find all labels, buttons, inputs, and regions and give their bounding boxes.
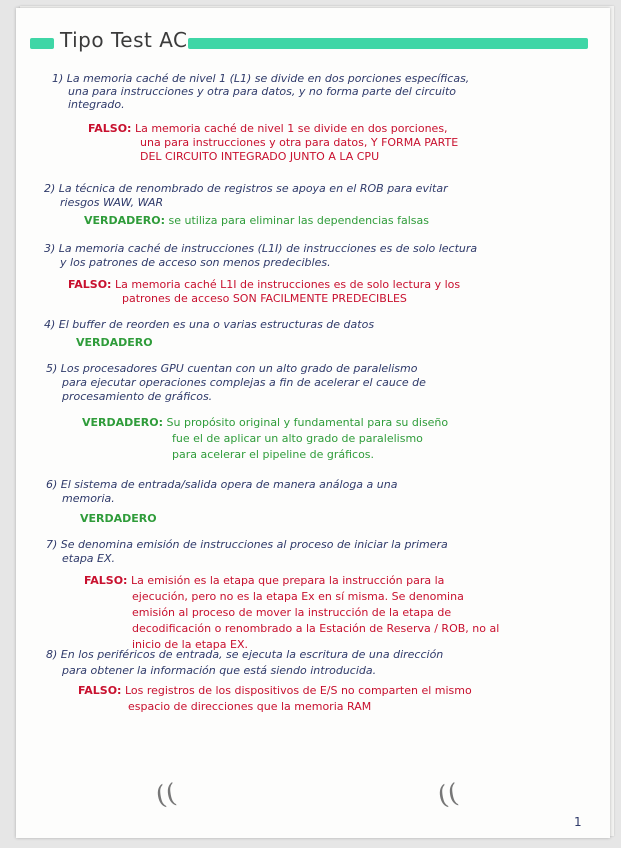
question-1-line-2: una para instrucciones y otra para datos, y no forma parte del circuito (68, 85, 457, 98)
answer-1-line-3: DEL CIRCUITO INTEGRADO JUNTO A LA CPU (140, 150, 380, 163)
answer-4-verdict: VERDADERO (76, 336, 153, 349)
question-2-line-1: 2) La técnica de renombrado de registros se apoya en el ROB para evitar (44, 182, 448, 195)
answer-8-line-2: espacio de direcciones que la memoria RAM (128, 700, 372, 713)
page-title: Tipo Test AC (60, 28, 188, 52)
question-2-line-2: riesgos WAW, WAR (60, 196, 164, 209)
answer-1-line-2: una para instrucciones y otra para datos, Y FORMA PARTE (140, 136, 459, 149)
answer-7-line-1 (84, 574, 444, 587)
answer-8-verdict: FALSO: (78, 684, 122, 697)
question-8-line-1: 8) En los periféricos de entrada, se ejecuta la escritura de una dirección (46, 648, 444, 661)
highlight-mark-left (30, 38, 54, 49)
answer-3-line-2: patrones de acceso SON FACILMENTE PREDECIBLES (122, 292, 407, 305)
answer-5-line-2: fue el de aplicar un alto grado de paralelismo (172, 432, 423, 445)
question-7-line-1: 7) Se denomina emisión de instrucciones al proceso de iniciar la primera (46, 538, 448, 551)
answer-6-verdict: VERDADERO (80, 512, 157, 525)
answer-4-line-1 (76, 336, 153, 349)
question-5-line-1: 5) Los procesadores GPU cuentan con un alto grado de paralelismo (46, 362, 418, 375)
answer-2-text-1: se utiliza para eliminar las dependencias falsas (168, 214, 430, 227)
answer-6-line-1 (80, 512, 157, 525)
answer-5-text-1: Su propósito original y fundamental para su diseño (166, 416, 449, 429)
question-3-line-2: y los patrones de acceso son menos predecibles. (60, 256, 331, 269)
answer-5-line-1 (82, 416, 448, 429)
answer-7-verdict: FALSO: (84, 574, 128, 587)
binder-hole-mark-left: (( (153, 778, 179, 812)
answer-2-verdict: VERDADERO: (84, 214, 166, 227)
question-6-line-1: 6) El sistema de entrada/salida opera de manera análoga a una (46, 478, 398, 491)
header-band (30, 28, 590, 54)
question-6-line-2: memoria. (62, 492, 115, 505)
answer-8-text-1: Los registros de los dispositivos de E/S no comparten el mismo (124, 684, 472, 697)
answer-8-line-1 (78, 684, 472, 697)
question-8-line-2: para obtener la información que está siendo introducida. (62, 664, 377, 677)
question-1-line-1: 1) La memoria caché de nivel 1 (L1) se divide en dos porciones específicas, (52, 72, 470, 85)
answer-7-line-2: ejecución, pero no es la etapa Ex en sí misma. Se denomina (132, 590, 464, 603)
answer-2-line-1 (84, 214, 429, 227)
highlight-mark-right (188, 38, 588, 49)
question-7-line-2: etapa EX. (62, 552, 116, 565)
page-number: 1 (574, 815, 582, 829)
answer-3-verdict: FALSO: (68, 278, 112, 291)
answer-1-verdict: FALSO: (88, 122, 132, 135)
answer-5-line-3: para acelerar el pipeline de gráficos. (172, 448, 375, 461)
answer-3-line-1 (68, 278, 460, 291)
question-5-line-2: para ejecutar operaciones complejas a fin de acelerar el cauce de (62, 376, 426, 389)
question-1-line-3: integrado. (68, 98, 125, 111)
answer-1-line-1 (88, 122, 448, 135)
binder-hole-mark-right: (( (435, 778, 461, 812)
answer-7-text-1: La emisión es la etapa que prepara la instrucción para la (130, 574, 445, 587)
question-5-line-3: procesamiento de gráficos. (62, 390, 213, 403)
answer-3-text-1: La memoria caché L1I de instrucciones es de solo lectura y los (114, 278, 461, 291)
answer-7-line-3: emisión al proceso de mover la instrucción de la etapa de (132, 606, 452, 619)
answer-5-verdict: VERDADERO: (82, 416, 164, 429)
question-4-line-1: 4) El buffer de reorden es una o varias estructuras de datos (44, 318, 375, 331)
answer-1-text-1: La memoria caché de nivel 1 se divide en dos porciones, (134, 122, 448, 135)
answer-7-line-5: inicio de la etapa EX. (132, 638, 248, 651)
answer-7-line-4: decodificación o renombrado a la Estación de Reserva / ROB, no al (132, 622, 500, 635)
question-3-line-1: 3) La memoria caché de instrucciones (L1I) de instrucciones es de solo lectura (44, 242, 478, 255)
